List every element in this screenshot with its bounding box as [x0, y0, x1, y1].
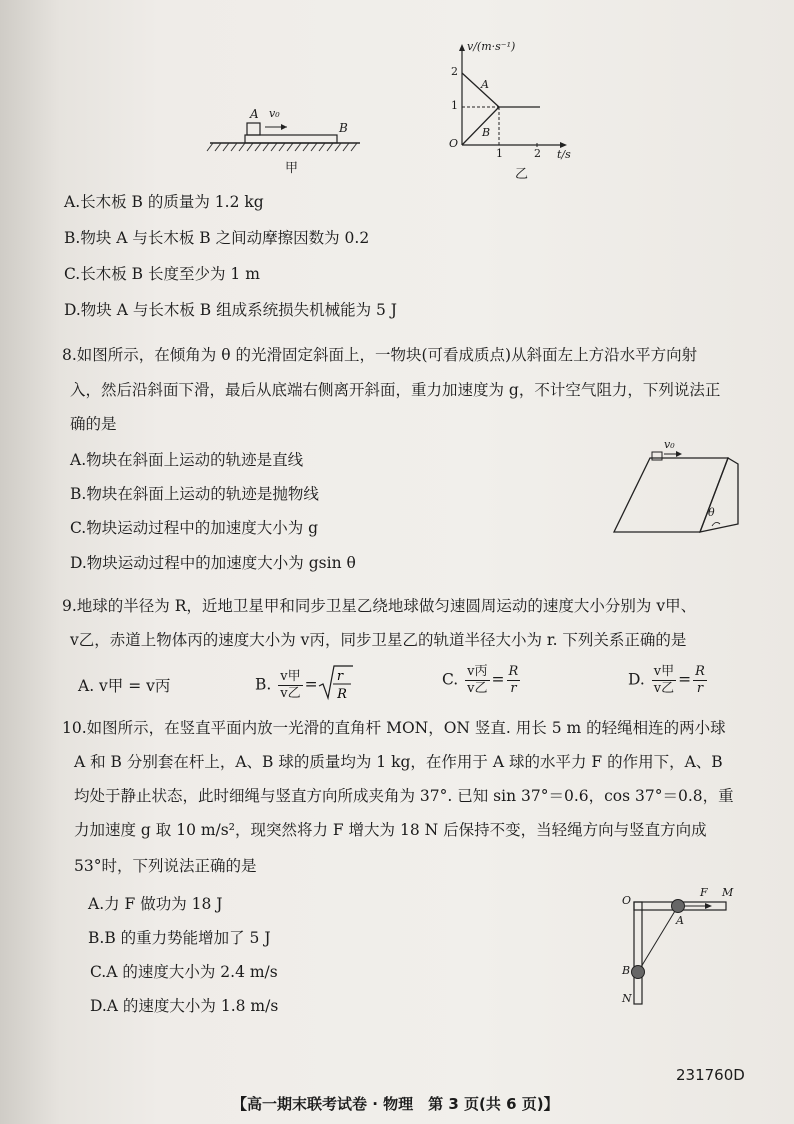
q7-option-d: D.物块 A 与长木板 B 组成系统损失机械能为 5 J [64, 301, 398, 319]
q7-option-b: B.物块 A 与长木板 B 之间动摩擦因数为 0.2 [64, 229, 370, 247]
fig-rod-m: M [722, 886, 734, 899]
q9-d-num: v甲 [653, 664, 675, 679]
q9-c-ratio [507, 664, 521, 697]
fig-incline-v0: v₀ [664, 438, 675, 451]
fig-yi-y-axis: v/(m·s⁻¹) [467, 40, 516, 53]
fig-yi-tick-y1: 1 [451, 99, 458, 112]
fig-yi-tick-y2: 2 [451, 65, 458, 78]
figure-yi [445, 40, 575, 182]
q9-option-d-fraction [652, 664, 676, 697]
fig-yi-tick-x1: 1 [496, 147, 503, 160]
fig-incline-theta: θ [708, 506, 715, 519]
q9-d-eq: = [678, 670, 692, 689]
fig-yi-line-a: A [481, 78, 489, 91]
q8-stem-line2: 入，然后沿斜面下滑，最后从底端右侧离开斜面，重力加速度为 g，不计空气阻力，下列说法正 [70, 381, 721, 399]
svg-text:R: R [336, 687, 347, 702]
fig-yi-origin: O [449, 137, 459, 150]
q9-option-d-prefix: D. [628, 670, 645, 689]
fig-rod-a: A [676, 914, 684, 927]
fig-yi-x-axis: t/s [557, 148, 571, 161]
q10-option-c: C.A 的速度大小为 2.4 m/s [90, 963, 278, 981]
q9-b-eq: = [304, 675, 318, 694]
fig-jia-v0: v₀ [269, 107, 280, 120]
q10-stem-line3: 均处于静止状态，此时细绳与竖直方向所成夹角为 37°. 已知 sin 37°＝0.6，cos 37°＝0.8，重 [74, 787, 734, 805]
q9-b-den: v乙 [280, 686, 301, 701]
paper-code: 231760D [676, 1066, 745, 1084]
q9-d-ratio-num: R [695, 664, 705, 679]
q8-stem-line1: 8.如图所示，在倾角为 θ 的光滑固定斜面上，一物块(可看成质点)从斜面左上方沿水平方向射 [62, 346, 698, 364]
q9-c-den: v乙 [467, 681, 488, 696]
q10-stem-line1: 10.如图所示，在竖直平面内放一光滑的直角杆 MON，ON 竖直. 用长 5 m 的轻绳相连的两小球 [62, 719, 726, 737]
q9-c-ratio-num: R [508, 664, 519, 679]
q9-b-num: v甲 [280, 669, 301, 684]
q9-c-num: v丙 [467, 664, 488, 679]
fig-rod-o: O [622, 894, 632, 907]
q9-c-ratio-den: r [510, 681, 517, 696]
fig-rod-f: F [700, 886, 708, 899]
q8-option-a: A.物块在斜面上运动的轨迹是直线 [70, 451, 304, 469]
figure-jia [205, 105, 365, 175]
q9-c-eq: = [491, 670, 505, 689]
fig-yi-line-b: B [482, 126, 491, 139]
q10-stem-line4: 力加速度 g 取 10 m/s²，现突然将力 F 增大为 18 N 后保持不变，当轻绳方向与竖直方向成 [74, 821, 707, 839]
q9-stem-line1: 9.地球的半径为 R，近地卫星甲和同步卫星乙绕地球做匀速圆周运动的速度大小分别为 v甲、 [62, 597, 697, 615]
q9-option-c [442, 664, 522, 697]
q9-option-b-prefix: B. [255, 675, 272, 694]
fig-yi-tick-x2: 2 [534, 147, 541, 160]
q10-option-b: B.B 的重力势能增加了 5 J [88, 929, 271, 947]
q9-b-sqrt [318, 664, 354, 707]
q9-stem-line2: v乙，赤道上物体丙的速度大小为 v丙，同步卫星乙的轨道半径大小为 r. 下列关系正确的是 [70, 631, 687, 649]
svg-text:r: r [336, 669, 343, 684]
q9-d-ratio [693, 664, 707, 697]
q9-option-c-prefix: C. [442, 670, 459, 689]
q9-option-d [628, 664, 709, 697]
q9-option-a: A. v甲 = v丙 [78, 677, 171, 695]
figure-rod [618, 884, 738, 1014]
fig-rod-n: N [622, 992, 632, 1005]
q10-option-a: A.力 F 做功为 18 J [88, 895, 223, 913]
q9-d-den: v乙 [653, 681, 675, 696]
q10-stem-line5: 53°时，下列说法正确的是 [74, 857, 257, 875]
q8-option-c: C.物块运动过程中的加速度大小为 g [70, 519, 319, 537]
fig-yi-label: 乙 [515, 167, 529, 182]
q7-option-a: A.长木板 B 的质量为 1.2 kg [64, 193, 264, 211]
q10-option-d: D.A 的速度大小为 1.8 m/s [90, 997, 279, 1015]
q9-option-b-fraction [278, 669, 302, 702]
fig-rod-b: B [622, 964, 631, 977]
q8-option-d: D.物块运动过程中的加速度大小为 gsin θ [70, 554, 356, 572]
fig-jia-block-a: A [250, 107, 259, 121]
q9-option-c-fraction [465, 664, 489, 697]
q9-option-b [255, 664, 354, 707]
q8-option-b: B.物块在斜面上运动的轨迹是抛物线 [70, 485, 319, 503]
figure-incline [608, 432, 748, 538]
page-footer: 【高一期末联考试卷 · 物理 第 3 页(共 6 页)】 [232, 1095, 559, 1113]
q10-stem-line2: A 和 B 分别套在杆上，A、B 球的质量均为 1 kg，在作用于 A 球的水平力 F 的作用下，A、B [74, 753, 723, 771]
fig-jia-label: 甲 [285, 161, 299, 176]
q7-option-c: C.长木板 B 长度至少为 1 m [64, 265, 260, 283]
fig-jia-board-b: B [339, 121, 348, 135]
q9-d-ratio-den: r [696, 681, 704, 696]
q8-stem-line3: 确的是 [70, 415, 117, 433]
